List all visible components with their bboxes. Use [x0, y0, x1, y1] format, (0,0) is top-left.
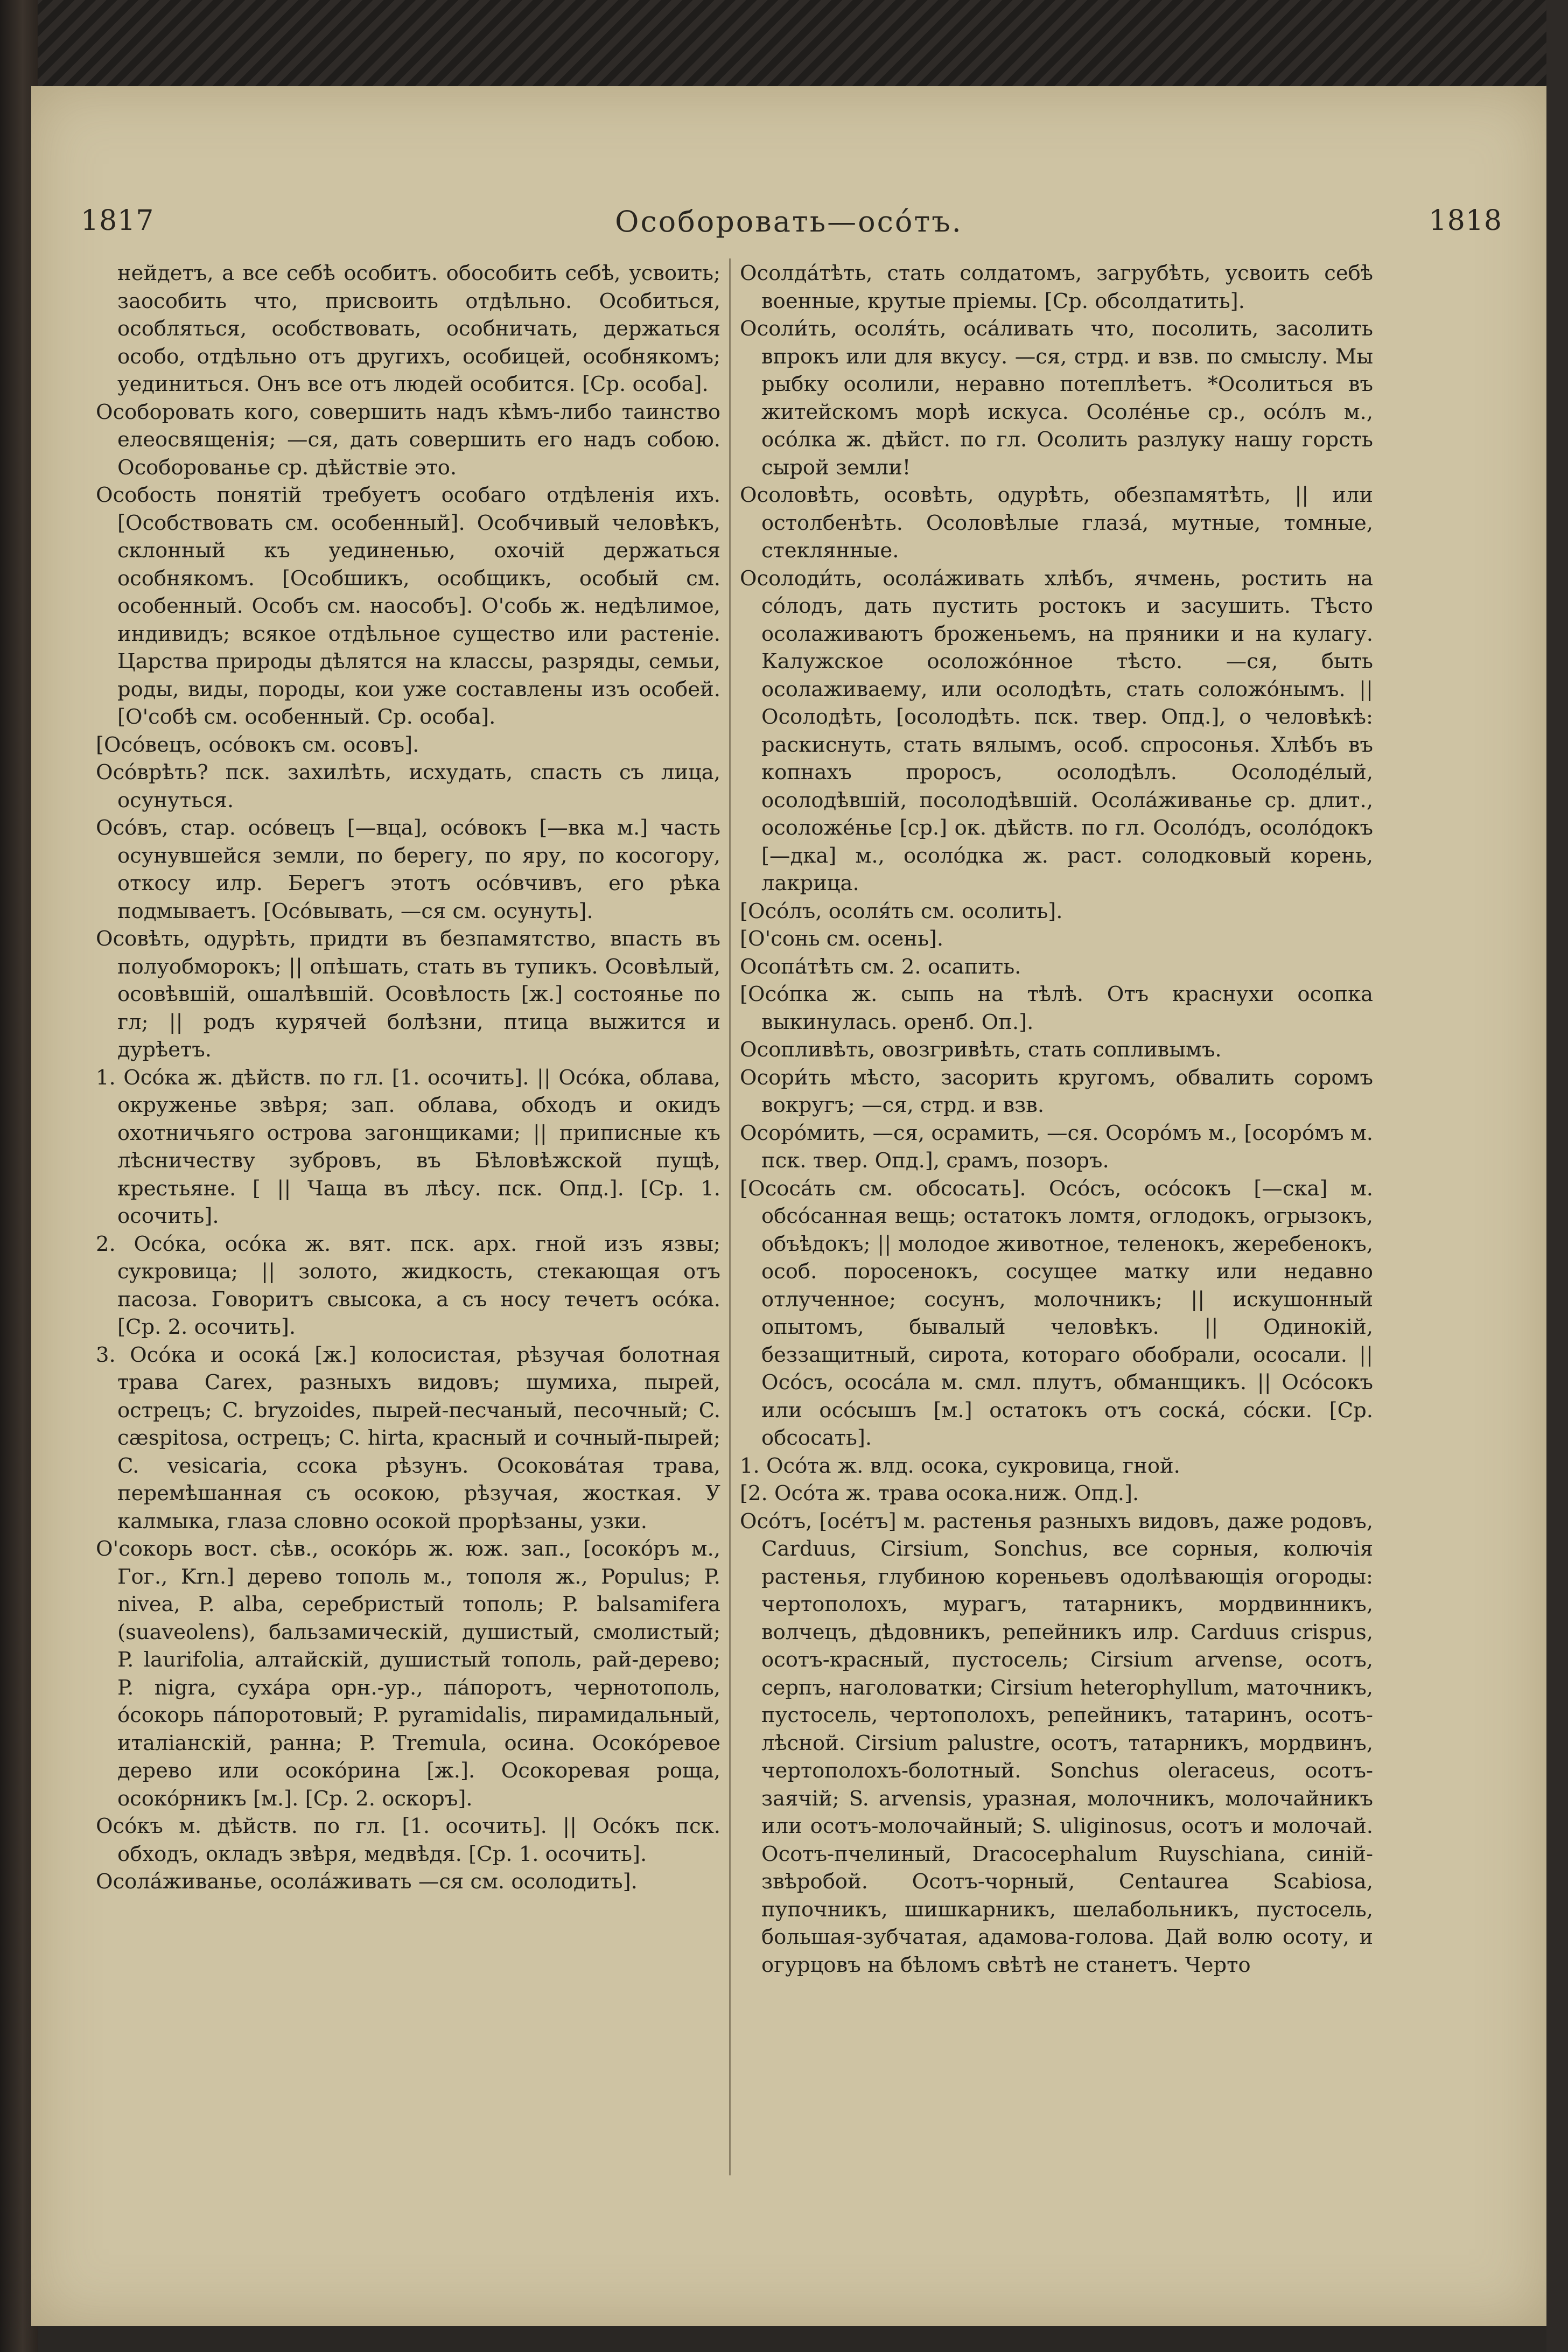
dictionary-entry: Осоро́мить, —ся, осрамить, —ся. Осоро́мъ м., [осоро́мъ м. пск. твер. Опд.], срамъ, позоръ. — [740, 1121, 1373, 1173]
dictionary-entry: [Осо́пка ж. сыпь на тѣлѣ. Отъ краснухи осопка выкинулась. оренб. Оп.]. — [740, 982, 1373, 1034]
page-number-left: 1817 — [81, 205, 155, 237]
dictionary-entry: Осоли́ть, осоля́ть, оса́ливать что, посолить, засолить впрокъ или для вкусу. —ся, стрд. и взв. по смыслу. Мы рыбку осолили, неравно потеплѣетъ. *Осолиться въ житейскомъ морѣ искуса. Осоле́нье ср., осо́лъ м., осо́лка ж. дѣйст. по гл. Осолить разлуку нашу горсть сырой земли! — [740, 317, 1373, 480]
dictionary-entry: Особость понятій требуетъ особаго отдѣленія ихъ. [Особствовать см. особенный]. Особчивый человѣкъ, склонный къ уединенью, охочій держаться особнякомъ. [Особшикъ, особщикъ, особый см. особенный. Особъ см. наособъ]. О'собь ж. недѣлимое, индивидъ; всякое отдѣльное существо или растеніе. Царства природы дѣлятся на классы, разряды, семьи, роды, виды, породы, кои уже составлены изъ особей. [О'собѣ см. особенный. Ср. особа]. — [96, 483, 720, 729]
dictionary-entry: [О'сонь см. осень]. — [740, 927, 944, 951]
dictionary-entry: Осоловѣть, осовѣть, одурѣть, обезпамятѣть, || или остолбенѣть. Осоловѣлые глаза́, мутные, томные, стеклянные. — [740, 483, 1373, 563]
dictionary-entry: Осопливѣть, овозгривѣть, стать сопливымъ. — [740, 1038, 1222, 1062]
dictionary-entry: Осо́къ м. дѣйств. по гл. [1. осочить]. || Осо́къ пск. обходъ, окладъ звѣря, медвѣдя. [Ср. 1. осочить]. — [96, 1814, 720, 1866]
left-column — [96, 260, 720, 2198]
dictionary-entry: Особоровать кого, совершить надъ кѣмъ-либо таинство елеосвященія; —ся, дать совершить его надъ собою. Особорованье ср. дѣйствіе это. — [96, 400, 720, 480]
dictionary-entry: Осо́тъ, [осе́тъ] м. растенья разныхъ видовъ, даже родовъ, Carduus, Cirsium, Sonchus, все сорныя, колючія растенья, глубиною кореньевъ одолѣвающія огороды: чертополохъ, мурагъ, татарникъ, мордвинникъ, волчецъ, дѣдовникъ, репейникъ илр. Carduus crispus, осотъ-красный, пустосель; Cirsium arvense, осотъ, серпъ, наголоватки; Cirsium heterophyllum, маточникъ, пустосель, чертополохъ, репейникъ, татаринъ, осотъ-лѣсной. Cirsium palustre, осотъ, татарникъ, мордвинъ, чертополохъ-болотный. Sonchus oleraceus, осотъ-заячій; S. arvensis, уразная, молочникъ, молочайникъ или осотъ-молочайный; S. uliginosus, осотъ и молочай. Осотъ-пчелиный, Dracocephalum Ruyschiana, синій-звѣробой. Осотъ-чорный, Centaurea Scabiosa, пупочникъ, шишкарникъ, шелабольникъ, пустосель, большая-зубчатая, адамова-голова. Дай волю осоту, и огурцовъ на бѣломъ свѣтѣ не станетъ. Черто — [740, 1509, 1373, 1977]
dictionary-entry: Осолда́тѣть, стать солдатомъ, загрубѣть, усвоить себѣ военные, крутые пріемы. [Ср. обсолдатить]. — [740, 261, 1373, 313]
dictionary-entry: Осовѣть, одурѣть, придти въ безпамятство, впасть въ полуобморокъ; || опѣшать, стать въ тупикъ. Осовѣлый, осовѣвшій, ошалѣвшій. Осовѣлость [ж.] состоянье по гл; || родъ курячей болѣзни, птица выжится и дурѣетъ. — [96, 927, 720, 1062]
dictionary-entry: О'сокорь вост. сѣв., осоко́рь ж. юж. зап., [осоко́ръ м., Гог., Krn.] дерево тополь м., тополя ж., Populus; P. nivea, P. alba, серебристый тополь; P. balsamifera (suaveolens), бальзамическій, душистый, смолистый; P. laurifolia, алтайскій, душистый тополь, рай-дерево; P. nigra, суха́ра орн.-ур., па́поротъ, чернотополь, о́сокорь па́поротовый; P. pyramidalis, пирамидальный, италіанскій, ранна; P. Tremula, осина. Осоко́ревое дерево или осоко́рина [ж.]. Осокоревая роща, осоко́рникъ [м.]. [Ср. 2. оскоръ]. — [96, 1537, 720, 1811]
running-head: Особоровать—осо́тъ. — [615, 205, 963, 239]
dictionary-page — [31, 86, 1546, 2326]
dictionary-entry: 3. Осо́ка и осока́ [ж.] колосистая, рѣзучая болотная трава Carex, разныхъ видовъ; шумиха, пырей, острецъ; C. bryzoides, пырей-песчаный, песочный; C. cæspitosa, острецъ; C. hirta, красный и сочный-пырей; C. vesicaria, ссока рѣзунъ. Осокова́тая трава, перемѣшанная съ осокою, рѣзучая, жосткая. У калмыка, глаза словно осокой прорѣзаны, узки. — [96, 1342, 720, 1534]
book-cover-right — [1546, 0, 1568, 2352]
entry-continuation: нейдетъ, а все себѣ особитъ. обособить себѣ, усвоить; заособить что, присвоить отдѣльно. Особиться, особляться, особствовать, особничать, держаться особо, отдѣльно отъ другихъ, особицей, особнякомъ; уединиться. Онъ все отъ людей особится. [Ср. особа]. — [117, 261, 720, 396]
dictionary-entry: 1. Осо́ка ж. дѣйств. по гл. [1. осочить]. || Осо́ка, облава, окруженье звѣря; зап. облава, обходъ и окидъ охотничьяго острова загонщиками; || приписные къ лѣсничеству зубровъ, въ Бѣловѣжской пущѣ, крестьяне. [ || Чаща въ лѣсу. пск. Опд.]. [Ср. 1. осочить]. — [96, 1065, 720, 1228]
dictionary-entry: Осори́ть мѣсто, засорить кругомъ, обвалить соромъ вокругъ; —ся, стрд. и взв. — [740, 1065, 1373, 1117]
book-cover-top — [0, 0, 1568, 92]
column-divider — [729, 258, 731, 2175]
dictionary-entry: Осолоди́ть, осола́живать хлѣбъ, ячмень, ростить на со́лодъ, дать пустить ростокъ и засушить. Тѣсто осолаживаютъ броженьемъ, на пряники и на кулагу. Калужское осоложо́нное тѣсто. —ся, быть осолаживаему, или осолодѣть, стать соложо́нымъ. || Осолодѣть, [осолодѣть. пск. твер. Опд.], о человѣкѣ: раскиснуть, стать вялымъ, особ. спросонья. Хлѣбъ въ копнахъ проросъ, осолодѣлъ. Осолоде́лый, осолодѣвшій, посолодѣвшій. Осола́живанье ср. длит., осоложе́нье [ср.] ок. дѣйств. по гл. Осоло́дъ, осоло́докъ [—дка] м., осоло́дка ж. раст. солодковый корень, лакрица. — [740, 566, 1373, 895]
dictionary-entry: Осо́въ, стар. осо́вецъ [—вца], осо́вокъ [—вка м.] часть осунувшейся земли, по берегу, по яру, по косогору, откосу илр. Берегъ этотъ осо́вчивъ, его рѣка подмываетъ. [Осо́вывать, —ся см. осунуть]. — [96, 816, 720, 923]
dictionary-entry: Осо́врѣть? пск. захилѣть, исхудать, спасть съ лица, осунуться. — [96, 760, 720, 813]
dictionary-entry: 2. Осо́ка, осо́ка ж. вят. пск. арх. гной изъ язвы; сукровица; || золото, жидкость, стекающая отъ пасоза. Говоритъ свысока, а съ носу течетъ осо́ка. [Ср. 2. осочить]. — [96, 1231, 720, 1339]
dictionary-entry: Осола́живанье, осола́живать —ся см. осолодить]. — [96, 1870, 638, 1894]
dictionary-entry: [Осо́лъ, осоля́ть см. осолить]. — [740, 899, 1063, 923]
dictionary-entry: [Ососа́ть см. обсосать]. Осо́съ, осо́сокъ [—ска] м. обсо́санная вещь; остатокъ ломтя, оглодокъ, огрызокъ, объѣдокъ; || молодое животное, теленокъ, жеребенокъ, особ. поросенокъ, сосущее матку или недавно отлученное; сосунъ, молочникъ; || искушонный опытомъ, бывалый человѣкъ. || Одинокій, беззащитный, сирота, котораго обобрали, ососали. || Осо́съ, ососа́ла м. смл. плутъ, обманщикъ. || Осо́сокъ или осо́сышъ [м.] остатокъ отъ соска́, со́ски. [Ср. обсосать]. — [740, 1176, 1373, 1450]
dictionary-entry: [2. Осо́та ж. трава осока.ниж. Опд.]. — [740, 1481, 1139, 1506]
page-number-right: 1818 — [1429, 205, 1502, 237]
right-column — [740, 260, 1373, 2198]
dictionary-entry: Осопа́тѣть см. 2. осапить. — [740, 954, 1021, 979]
dictionary-entry: [Осо́вецъ, осо́вокъ см. осовъ]. — [96, 732, 419, 757]
page-header — [31, 86, 1546, 258]
dictionary-entry: 1. Осо́та ж. влд. осока, сукровица, гной. — [740, 1453, 1180, 1478]
